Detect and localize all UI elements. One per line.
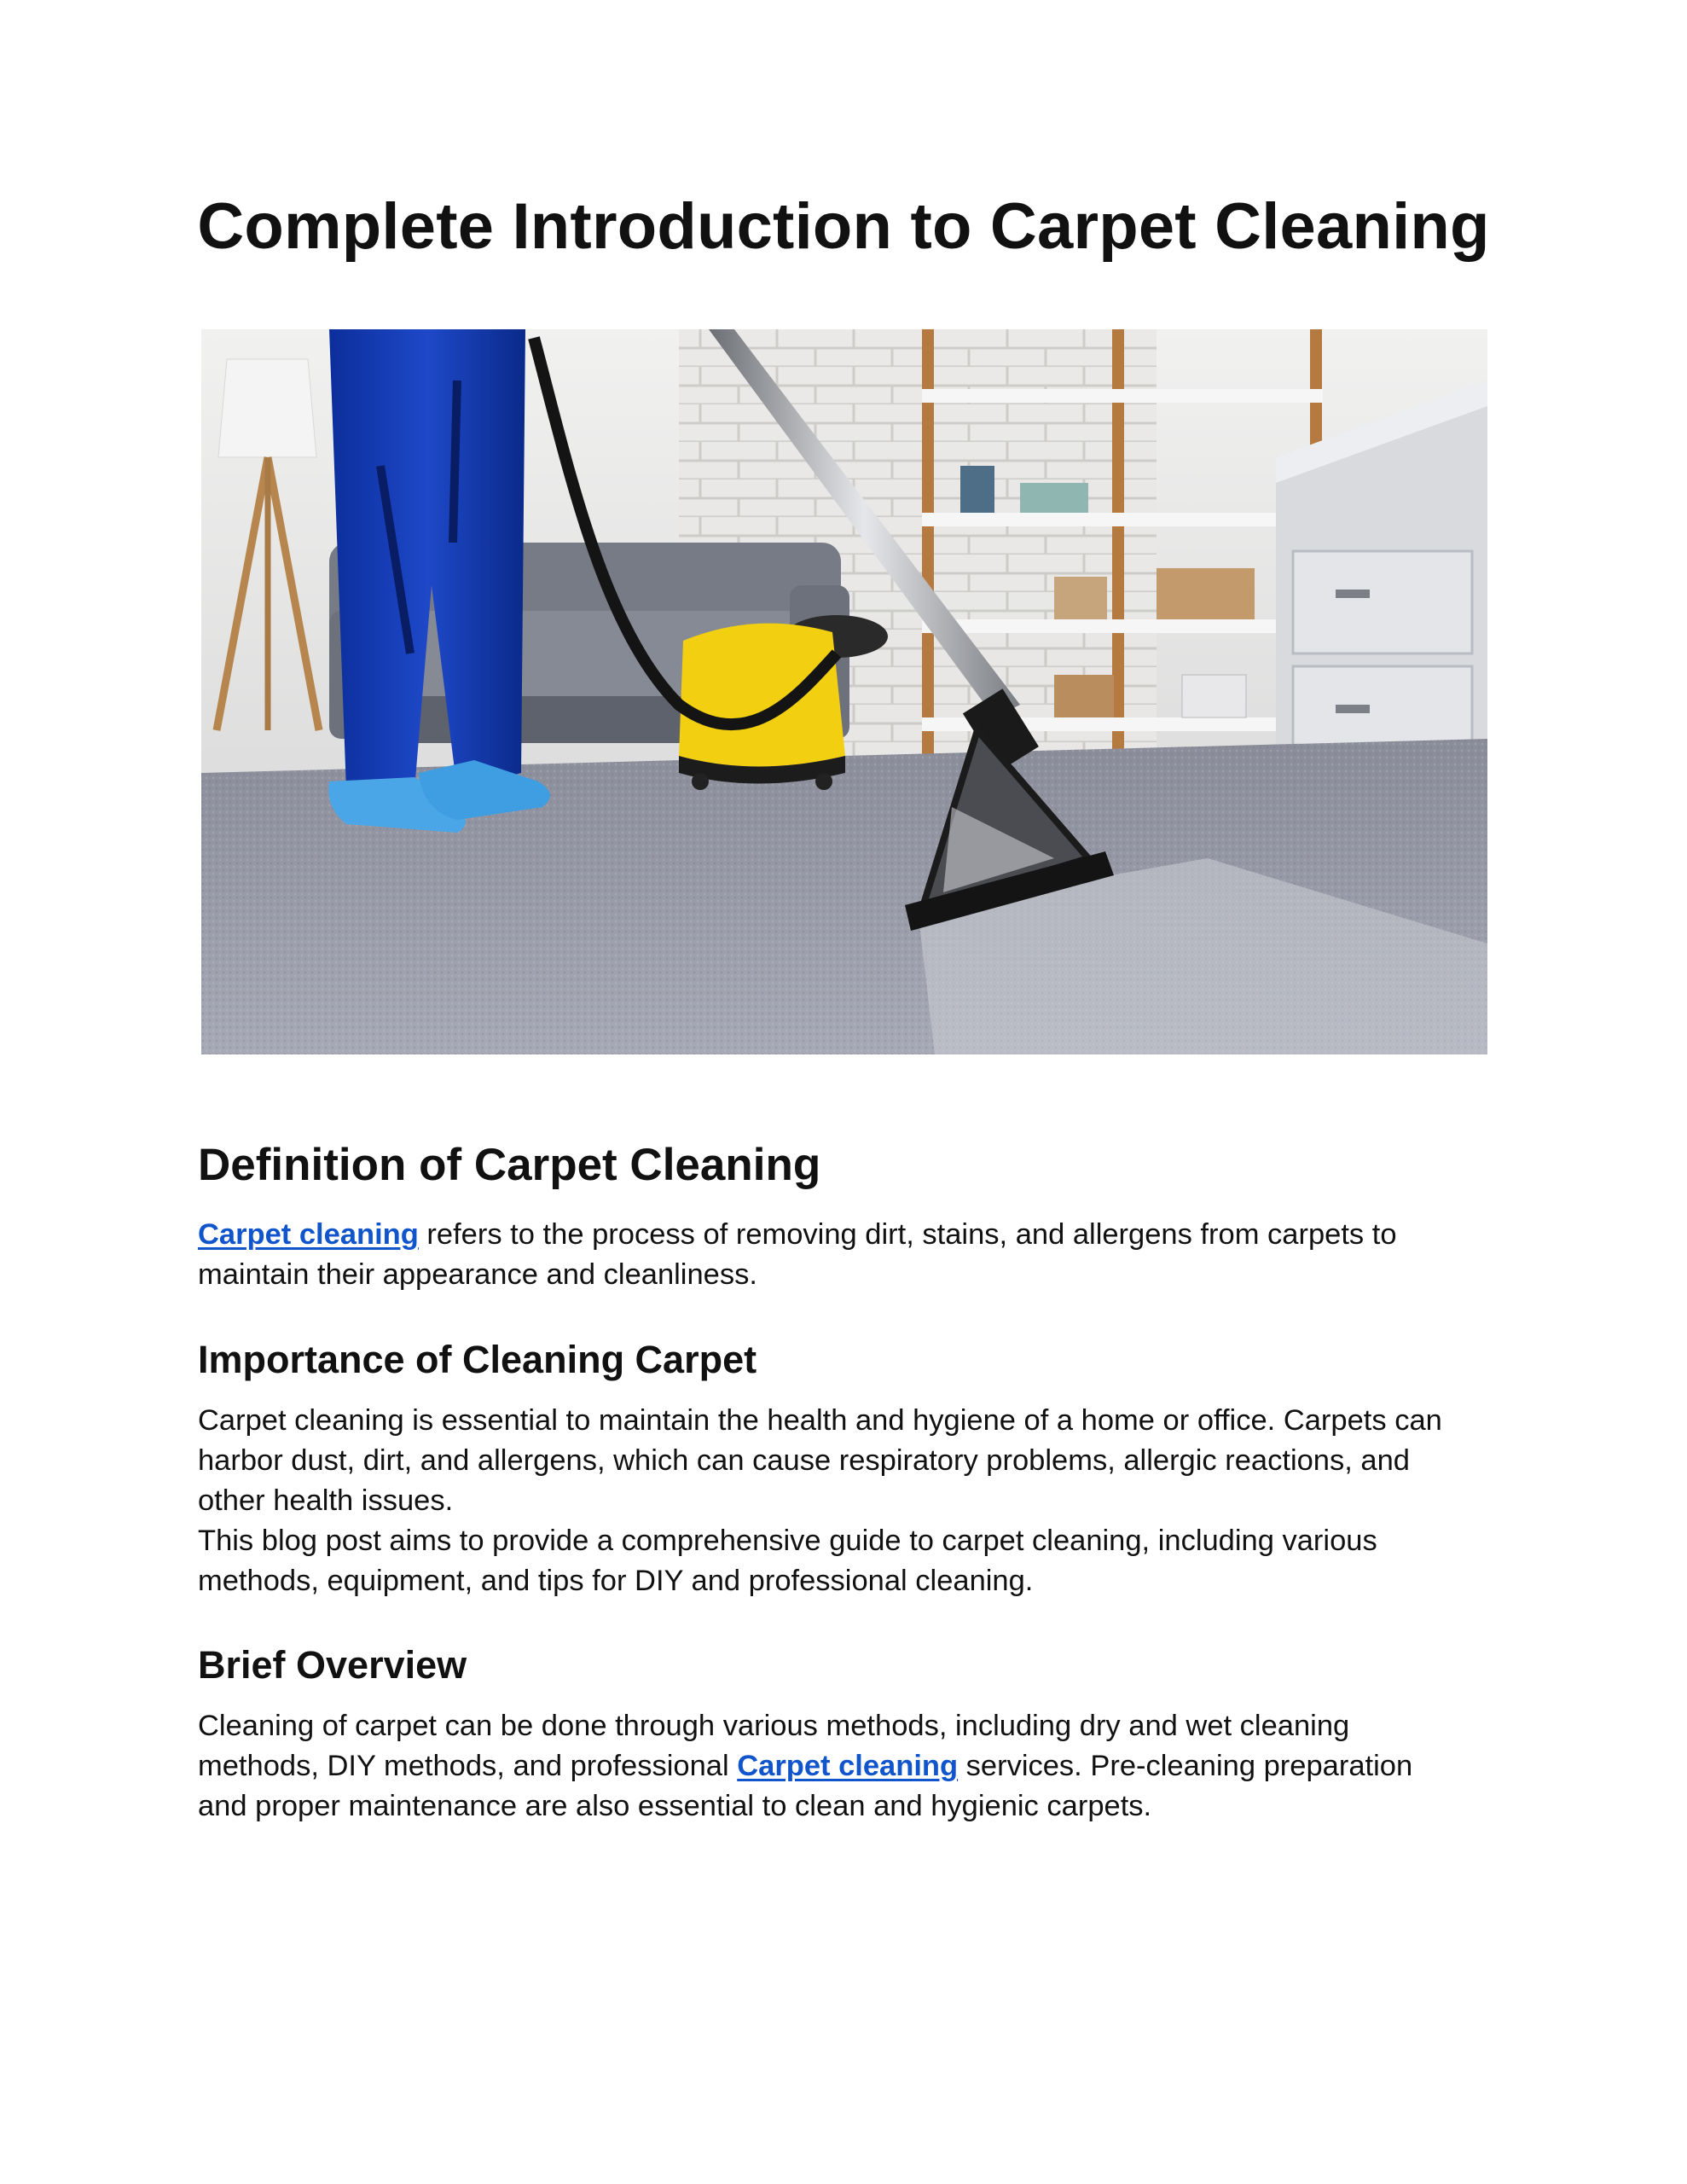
importance-line-2: harbor dust, dirt, and allergens, which can cause respiratory problems, allergic reactions, and [198,1444,1410,1477]
definition-text-1: refers to the process of removing dirt, stains, and allergens from carpets to [418,1218,1397,1251]
importance-line-3: other health issues. [198,1484,454,1517]
section-heading-overview: Brief Overview [198,1643,467,1687]
importance-line-4: This blog post aims to provide a comprehensive guide to carpet cleaning, including various [198,1525,1377,1557]
importance-line-1: Carpet cleaning is essential to maintain the health and hygiene of a home or office. Carpets can [198,1404,1442,1437]
carpet-cleaning-services-link[interactable]: Carpet cleaning [737,1750,959,1782]
hero-image [201,329,1487,1054]
document-title: Complete Introduction to Carpet Cleaning [197,190,1490,263]
importance-paragraph [198,1401,1494,1601]
definition-paragraph [198,1215,1494,1295]
definition-text-2: maintain their appearance and cleanliness. [198,1258,757,1291]
overview-line-3: and proper maintenance are also essential to clean and hygienic carpets. [198,1790,1152,1822]
section-heading-definition: Definition of Carpet Cleaning [198,1140,821,1190]
carpet-cleaning-link[interactable]: Carpet cleaning [198,1218,419,1251]
importance-line-5: methods, equipment, and tips for DIY and professional cleaning. [198,1565,1034,1597]
section-heading-importance: Importance of Cleaning Carpet [198,1338,757,1381]
overview-paragraph [198,1706,1494,1827]
overview-line-2a: methods, DIY methods, and professional [198,1750,738,1782]
overview-line-1: Cleaning of carpet can be done through various methods, including dry and wet cleaning [198,1710,1350,1742]
overview-line-2b: services. Pre-cleaning preparation [958,1750,1413,1782]
